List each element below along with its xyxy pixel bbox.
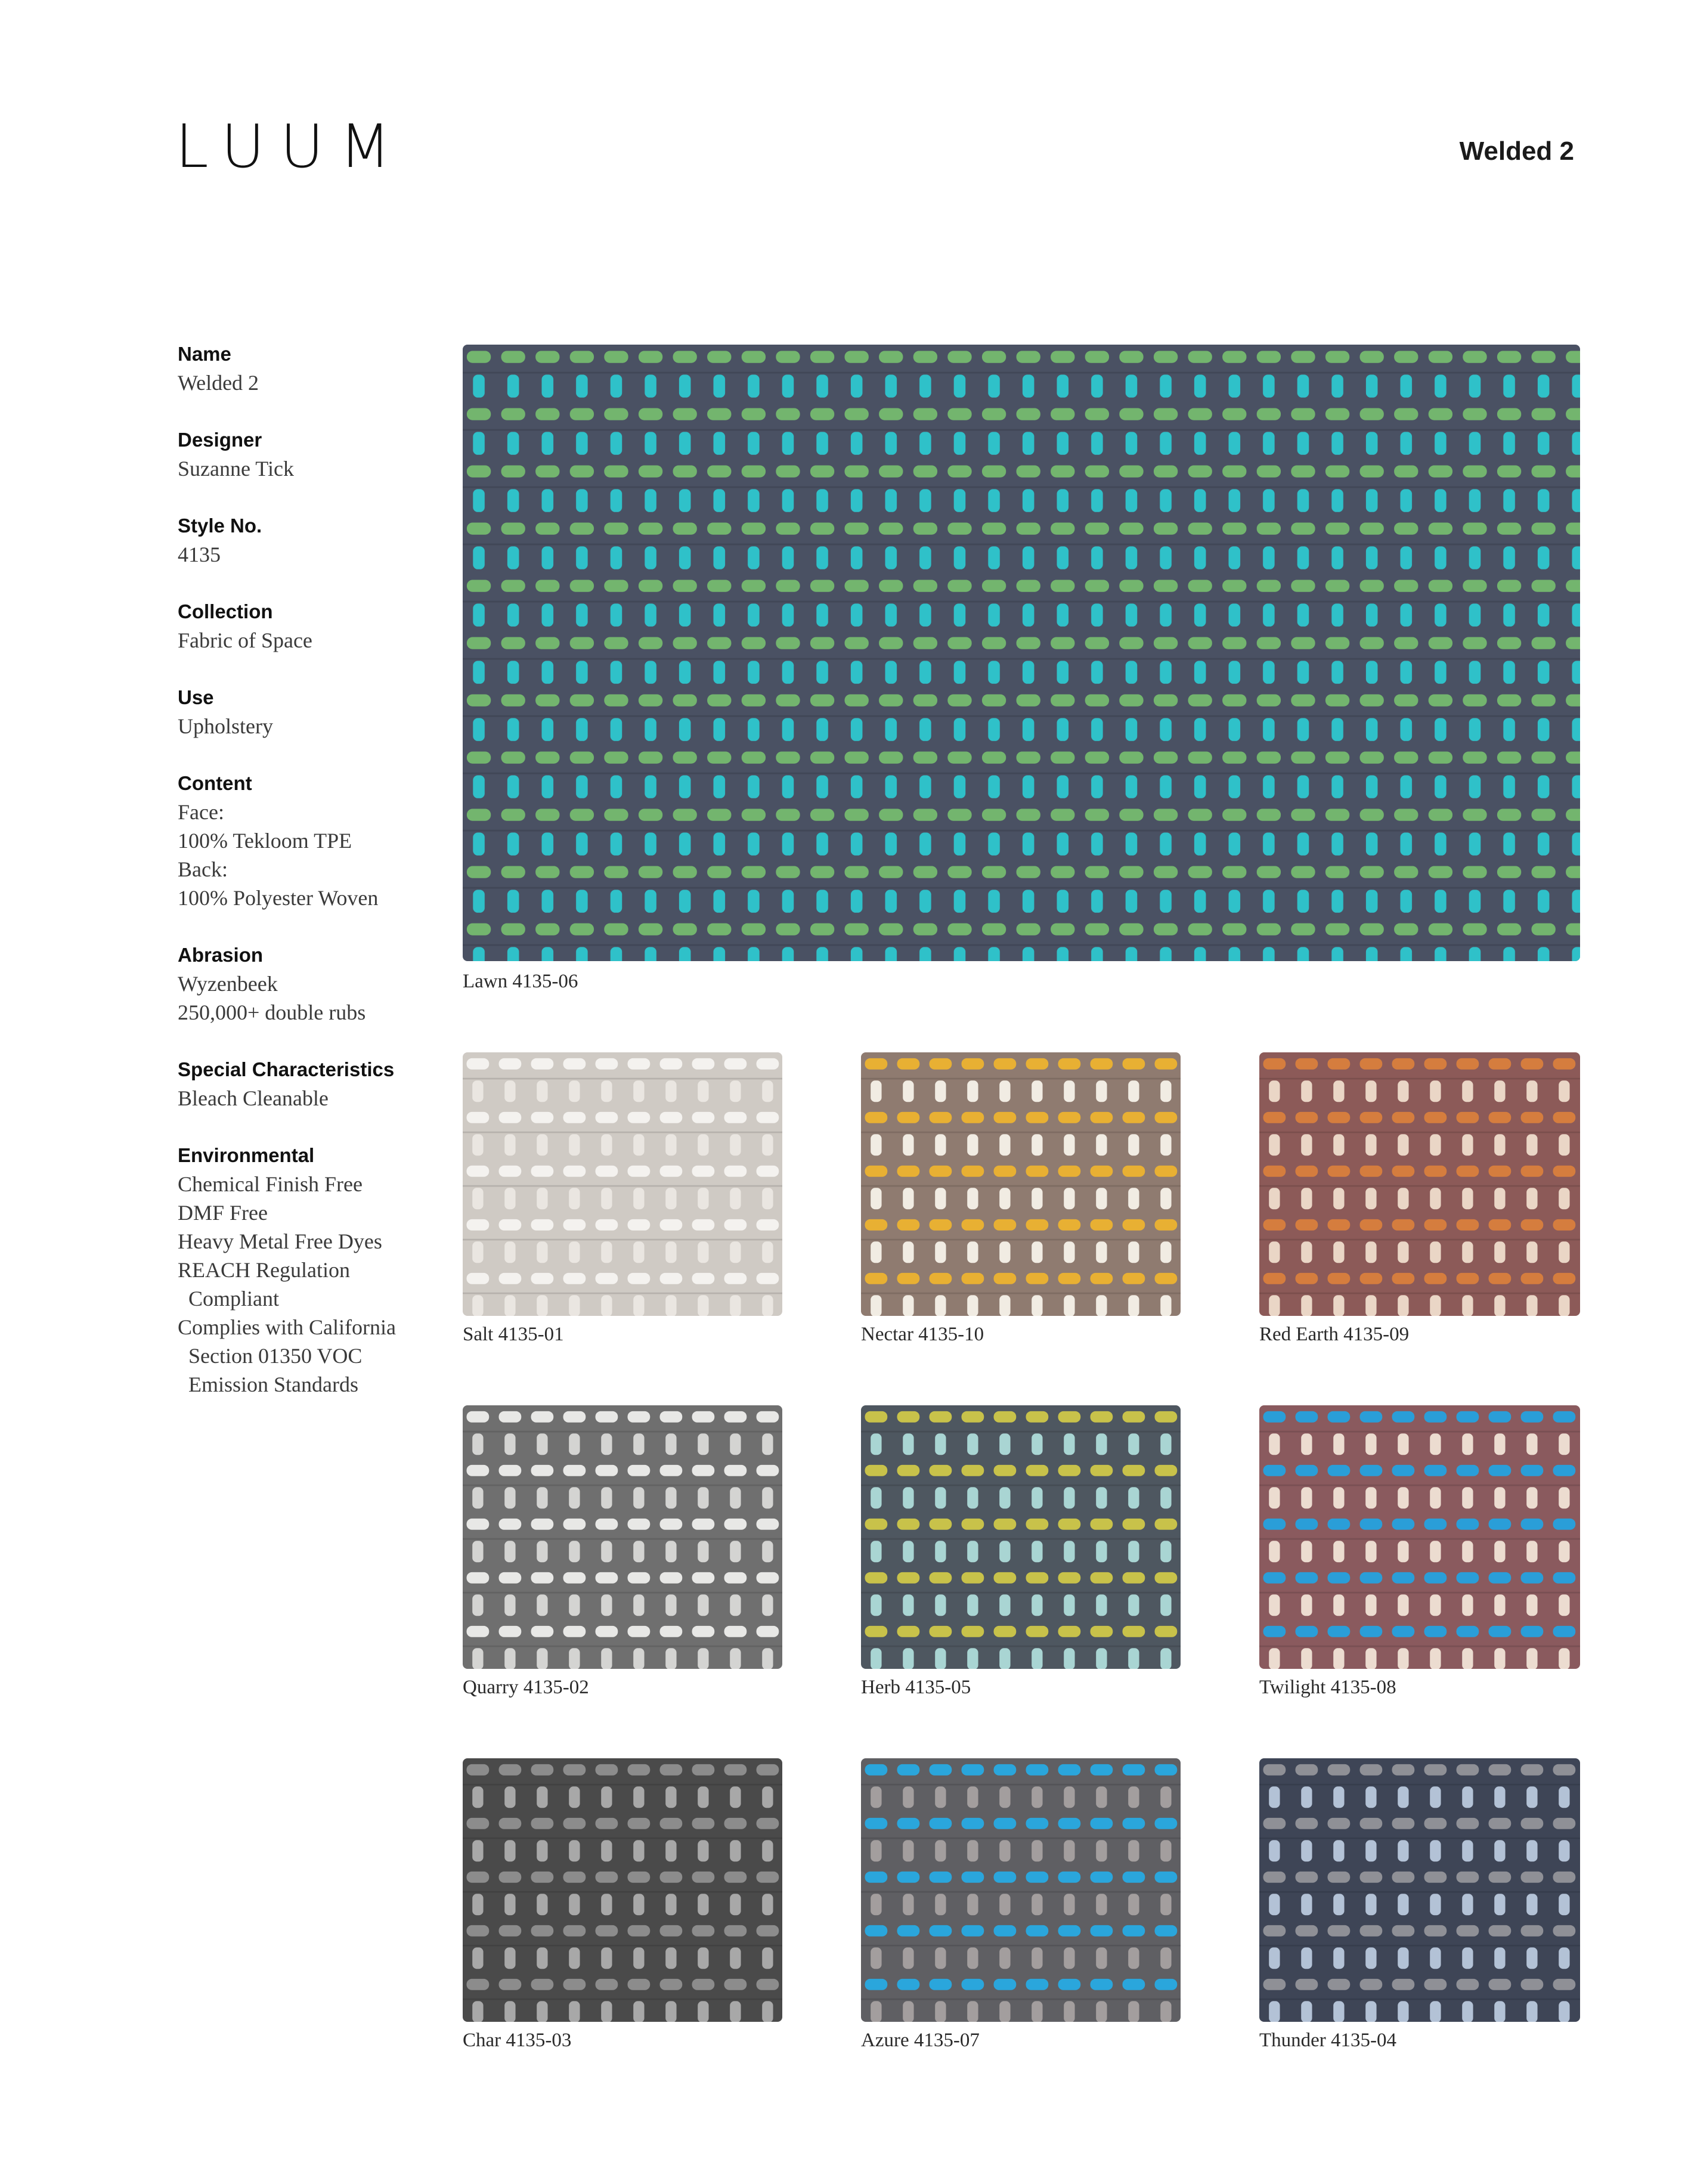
swatch-caption-azure: Azure 4135-07 (861, 2030, 980, 2051)
spec-label: Special Characteristics (178, 1058, 395, 1080)
spec-value: 250,000+ double rubs (178, 1000, 366, 1024)
spec-label: Name (178, 343, 231, 365)
spec-label: Style No. (178, 515, 262, 537)
spec-name (178, 340, 452, 397)
brand-logo: LUUM (175, 111, 407, 181)
spec-value: Welded 2 (178, 371, 259, 395)
spec-value: Suzanne Tick (178, 457, 295, 481)
swatch-caption-herb: Herb 4135-05 (861, 1677, 971, 1698)
spec-value: REACH Regulation (178, 1258, 350, 1282)
spec-style-no (178, 512, 452, 569)
swatch-caption-red-earth: Red Earth 4135-09 (1259, 1324, 1410, 1345)
spec-special-characteristics (178, 1055, 452, 1113)
swatch-image-herb (861, 1405, 1181, 1669)
spec-value: Face: (178, 800, 224, 824)
swatch-caption-char: Char 4135-03 (463, 2030, 572, 2051)
spec-abrasion (178, 941, 452, 1027)
spec-value: Chemical Finish Free (178, 1172, 363, 1196)
spec-value: Section 01350 VOC (188, 1344, 363, 1368)
spec-value: Upholstery (178, 714, 273, 738)
spec-value: DMF Free (178, 1201, 268, 1225)
spec-value: Back: (178, 857, 228, 881)
spec-value: Heavy Metal Free Dyes (178, 1229, 382, 1253)
swatch-image-quarry (463, 1405, 782, 1669)
spec-environmental (178, 1141, 452, 1399)
spec-label: Collection (178, 600, 273, 622)
swatch-image-thunder (1259, 1758, 1580, 2022)
swatch-caption-nectar: Nectar 4135-10 (861, 1324, 984, 1345)
swatch-caption-thunder: Thunder 4135-04 (1259, 2030, 1397, 2051)
spec-label: Abrasion (178, 944, 264, 966)
swatch-image-char (463, 1758, 782, 2022)
spec-value: Bleach Cleanable (178, 1086, 329, 1110)
featured-swatch-image (463, 345, 1580, 961)
spec-label: Designer (178, 429, 262, 451)
swatch-image-nectar (861, 1052, 1181, 1316)
spec-value: Wyzenbeek (178, 972, 278, 996)
spec-content (178, 769, 452, 912)
spec-collection (178, 597, 452, 655)
spec-list (178, 340, 452, 1427)
spec-value: 100% Polyester Woven (178, 886, 379, 910)
spec-label: Content (178, 772, 252, 794)
spec-value: 4135 (178, 543, 221, 566)
spec-value: Fabric of Space (178, 628, 312, 652)
swatch-image-red-earth (1259, 1052, 1580, 1316)
spec-value: Compliant (188, 1287, 279, 1311)
spec-label: Use (178, 686, 214, 708)
page-title: Welded 2 (1459, 137, 1574, 166)
spec-designer (178, 426, 452, 483)
spec-value: Emission Standards (188, 1373, 358, 1396)
swatch-image-azure (861, 1758, 1181, 2022)
spec-value: Complies with California (178, 1315, 396, 1339)
swatch-caption-twilight: Twilight 4135-08 (1259, 1677, 1396, 1698)
swatch-caption-quarry: Quarry 4135-02 (463, 1677, 589, 1698)
swatch-image-twilight (1259, 1405, 1580, 1669)
spec-use (178, 683, 452, 741)
spec-value: 100% Tekloom TPE (178, 829, 352, 853)
swatch-caption-salt: Salt 4135-01 (463, 1324, 564, 1345)
featured-swatch-caption: Lawn 4135-06 (463, 971, 578, 992)
spec-label: Environmental (178, 1144, 315, 1166)
swatch-image-salt (463, 1052, 782, 1316)
